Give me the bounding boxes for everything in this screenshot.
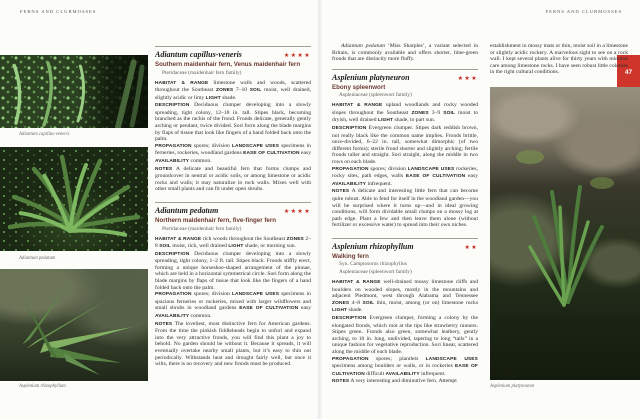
running-head-left: FERNS AND CLUBMOSSES <box>20 9 97 14</box>
family-name: Pteridaceae (maidenhair fern family) <box>162 225 242 232</box>
family-name: Aspleniaceae (spleenwort family) <box>339 92 412 99</box>
photo-caption: Asplenium rhizophyllum <box>19 384 66 389</box>
right-page-right-column <box>490 43 628 81</box>
notes-paragraph: NOTES A very interesting and diminutive fern. Attempt <box>332 378 457 385</box>
running-head-right: FERNS AND CLUBMOSSES <box>545 9 622 14</box>
entry-heading <box>155 206 311 215</box>
fern-illustration <box>0 55 148 128</box>
photo-asplenium-rhizophyllum <box>0 269 148 381</box>
description-paragraph: DESCRIPTION Deciduous clumper developing into a slowly spreading, tight colony, 12–18 in. tall. Stipes black, becoming branched as the rachis of the frond. Fronds delicate, generally gently arching or pendant, twice divided. Sori form along the blade margins by flaps of tissue that look like fingers of a hand folded back onto the palm. <box>155 102 311 143</box>
field-label: HABITAT & RANGE <box>332 279 381 285</box>
field-label: ZONES <box>286 236 304 242</box>
species-entry <box>332 238 478 386</box>
field-label: DESCRIPTION <box>155 103 190 109</box>
left-text-column <box>155 46 311 377</box>
field-label: DESCRIPTION <box>332 126 367 132</box>
field-label: AVAILABILITY <box>332 181 367 187</box>
photo-caption: Adiantum pedatum <box>19 256 56 261</box>
right-page-left-column <box>332 43 478 395</box>
species-entry <box>332 69 478 229</box>
fern-illustration <box>0 147 148 251</box>
photo-asplenium-platyneuron <box>490 87 640 380</box>
photo-caption: Asplenium platyneuron <box>490 384 535 389</box>
continuation-paragraph: Adiantum pedatum ‘Miss Sharples’, a variant selected in Britain, is commonly available and offers shorter, lime-green fronds that are distinctly more fluffy. <box>332 43 478 63</box>
species-name: Asplenium platyneuron <box>332 72 410 82</box>
field-label: ZONES <box>411 110 429 116</box>
field-label: NOTES <box>332 189 350 195</box>
propagation-paragraph: PROPAGATION spores; division LANDSCAPE USES specimens in spacious ferneries or rockeries, mixed with larger wildflowers and small shrubs in woodland gardens EASE OF CULTIVATION easy AVAILABILITY common. <box>155 291 311 320</box>
star-rating: ★★★ <box>457 75 478 82</box>
field-label: DESCRIPTION <box>155 251 190 257</box>
field-label: LIGHT <box>332 308 348 314</box>
field-label: LIGHT <box>228 244 244 250</box>
field-label: EASE OF CULTIVATION <box>239 306 299 312</box>
propagation-paragraph: PROPAGATION spores; division LANDSCAPE USES specimens in ferneries, rockeries, woodland gardens EASE OF CULTIVATION easy AVAILABILITY common. <box>155 142 311 165</box>
field-label: EASE OF CULTIVATION <box>405 174 466 180</box>
family-name: Aspleniaceae (spleenwort family) <box>339 268 412 275</box>
propagation-paragraph: PROPAGATION spores; plantlets LANDSCAPE USES specimens among boulders or walls, or in rockeries EASE OF CULTIVATION difficult AVAILABILITY infrequent. <box>332 355 478 377</box>
description-paragraph: DESCRIPTION Evergreen clumper, forming a colony by the elongated fronds, which root at the tips like strawberry runners. Stipes green. Fronds also green, somewhat leathery, gently arching, to 10 in. long, undivided, tapering to long “tails” in a unique fashion for vegetative reproduction. Sori linear, scattered along the middle of each blade. <box>332 314 478 355</box>
fern-illustration <box>490 87 640 380</box>
habitat-paragraph: HABITAT & RANGE rich woods throughout the Southeast ZONES 2–8 SOIL moist, rich, well drained LIGHT shade, or morning sun. <box>155 235 311 250</box>
common-name: Walking fern <box>332 252 369 260</box>
common-name: Northern maidenhair fern, five-finger fern <box>155 217 277 224</box>
propagation-paragraph: PROPAGATION spores; division LANDSCAPE USES rockeries, rocky sites, path edges, walls EASE OF CULTIVATION easy AVAILABILITY infrequent. <box>332 165 478 187</box>
habitat-paragraph: HABITAT & RANGE well-drained mossy limestone cliffs and boulders on wooded slopes, mostly in the mountains and adjacent Piedmont, west through Alabama and Tennessee ZONES 4–8 SOIL thin, moist, among (or on) limestone rocks LIGHT shade. <box>332 278 479 314</box>
entry-heading <box>332 242 478 251</box>
species-name: Adiantum capillus-veneris <box>155 50 242 59</box>
field-label: EASE OF CULTIVATION <box>243 151 300 157</box>
field-label: AVAILABILITY <box>155 314 190 320</box>
species-entry <box>155 202 311 368</box>
synonym-name: Syn. Camptosorus rhizophyllus <box>339 261 407 268</box>
field-label: NOTES <box>155 166 173 172</box>
field-label: DESCRIPTION <box>332 315 367 321</box>
field-label: SOIL <box>159 244 171 250</box>
field-label: PROPAGATION <box>332 356 369 362</box>
page-number-tab: 47 <box>617 55 640 90</box>
field-label: AVAILABILITY <box>155 159 190 165</box>
notes-paragraph: NOTES A delicate and interesting little fern that can become quite robust. Able to fend for itself in the woodland garden—you will be surprised where it turns up—and in ideal growing conditions, will form dividable small clumps on a mossy log at path edge. Plant a few and then leave them alone (without fertilizer or excessive water) to spread into their own niches. <box>332 188 478 229</box>
species-name: Adiantum pedatum <box>155 206 219 215</box>
field-label: PROPAGATION <box>332 166 369 172</box>
page-gutter <box>317 0 322 419</box>
species-entry <box>155 46 311 193</box>
photo-caption: Adiantum capillus-veneris <box>19 132 70 137</box>
photo-adiantum-pedatum <box>0 147 148 251</box>
field-label: LANDSCAPE USES <box>231 292 280 298</box>
star-rating: ★★★★ <box>283 53 311 59</box>
common-name: Southern maidenhair fern, Venus maidenhair fern <box>155 61 301 68</box>
field-label: SOIL <box>443 110 456 116</box>
field-label: LIGHT <box>377 118 394 124</box>
field-label: ZONES <box>332 300 350 306</box>
field-label: LIGHT <box>205 95 221 101</box>
entry-heading <box>332 73 478 82</box>
notes-paragraph: NOTES A delicate and beautiful fern that forms clumps and groundcover in neutral or acidic soils, or among limestone or acidic rocks and walls; it may naturalize in rock walls. Mixes well with other small plants and can fit under open shrubs. <box>155 165 311 193</box>
field-label: AVAILABILITY <box>385 371 420 377</box>
field-label: PROPAGATION <box>155 292 192 298</box>
common-name: Ebony spleenwort <box>332 83 386 91</box>
field-label: ZONES <box>216 88 234 94</box>
photo-adiantum-capillus-veneris <box>0 55 148 128</box>
fern-illustration <box>0 269 148 381</box>
field-label: HABITAT & RANGE <box>155 236 202 242</box>
field-label: LANDSCAPE USES <box>425 356 478 362</box>
description-paragraph: DESCRIPTION Deciduous clumper developing into a slowly spreading, tight colony, 1–2 ft. tall. Stipes black. Fronds stiffly erect, forming a unique horseshoe-shaped arrangement of the pinnae, which are held in a horizontal symmetrical circle. Sori form along the blade margins by flaps of tissue that look like the fingers of a hand folded back onto the palm. <box>155 250 311 291</box>
field-label: HABITAT & RANGE <box>155 80 209 86</box>
field-label: NOTES <box>332 379 350 385</box>
notes-paragraph: NOTES The loveliest, most distinctive fern for American gardens. From the time the pinkish fiddleheads begin to unfurl and expand into the very attractive fronds, you will find this plant a joy to behold. No garden should be without it. Because it spreads, it will eventually overtake nearby small plants, but it’s easy to thin out periodically. Withstands heat and drought fairly well, but once it wilts, there is no recovery and new fronds must be produced. <box>155 320 311 368</box>
family-name: Pteridaceae (maidenhair fern family) <box>162 69 242 76</box>
star-rating: ★★★★ <box>283 209 311 215</box>
description-paragraph: DESCRIPTION Evergreen clumper. Stipes dark reddish brown, not really black like the common name implies. Fronds brittle, once-divided, 6–22 in. tall, somewhat dimorphic (of two different forms); sterile frond shorter and slightly arching; fertile fronds taller and straight. Sori straight, along the middle in two rows on each blade. <box>332 125 478 166</box>
field-label: PROPAGATION <box>155 143 192 149</box>
field-label: SOIL <box>249 88 262 94</box>
habitat-paragraph: HABITAT & RANGE limestone walls and woods, scattered throughout the Southeast ZONES 7–10 SOIL moist, well drained, slightly acidic or limy LIGHT shade. <box>155 79 311 101</box>
field-label: LANDSCAPE USES <box>231 143 280 149</box>
field-label: LANDSCAPE USES <box>407 166 455 172</box>
field-label: HABITAT & RANGE <box>332 103 383 109</box>
continuation-paragraph: establishment in mossy mats or thin, moist soil in a limestone or slightly acidic rockery. A marvelous sight to see on a rock wall. I kept several plants alive for thirty years with minimal care among limestone rocks. I have seen robust little colonies in the right cultural conditions. <box>490 43 628 76</box>
entry-heading <box>155 50 311 59</box>
field-label: SOIL <box>362 300 375 306</box>
species-name: Asplenium rhizophyllum <box>332 241 414 251</box>
field-label: EASE OF CULTIVATION <box>332 364 478 377</box>
field-label: NOTES <box>155 321 173 327</box>
star-rating: ★★ <box>464 244 478 251</box>
habitat-paragraph: HABITAT & RANGE upland woodlands and rocky wooded slopes throughout the Southeast ZONES 3–9 SOIL moist to dryish, well drained LIGHT shade, to part sun. <box>332 102 478 124</box>
